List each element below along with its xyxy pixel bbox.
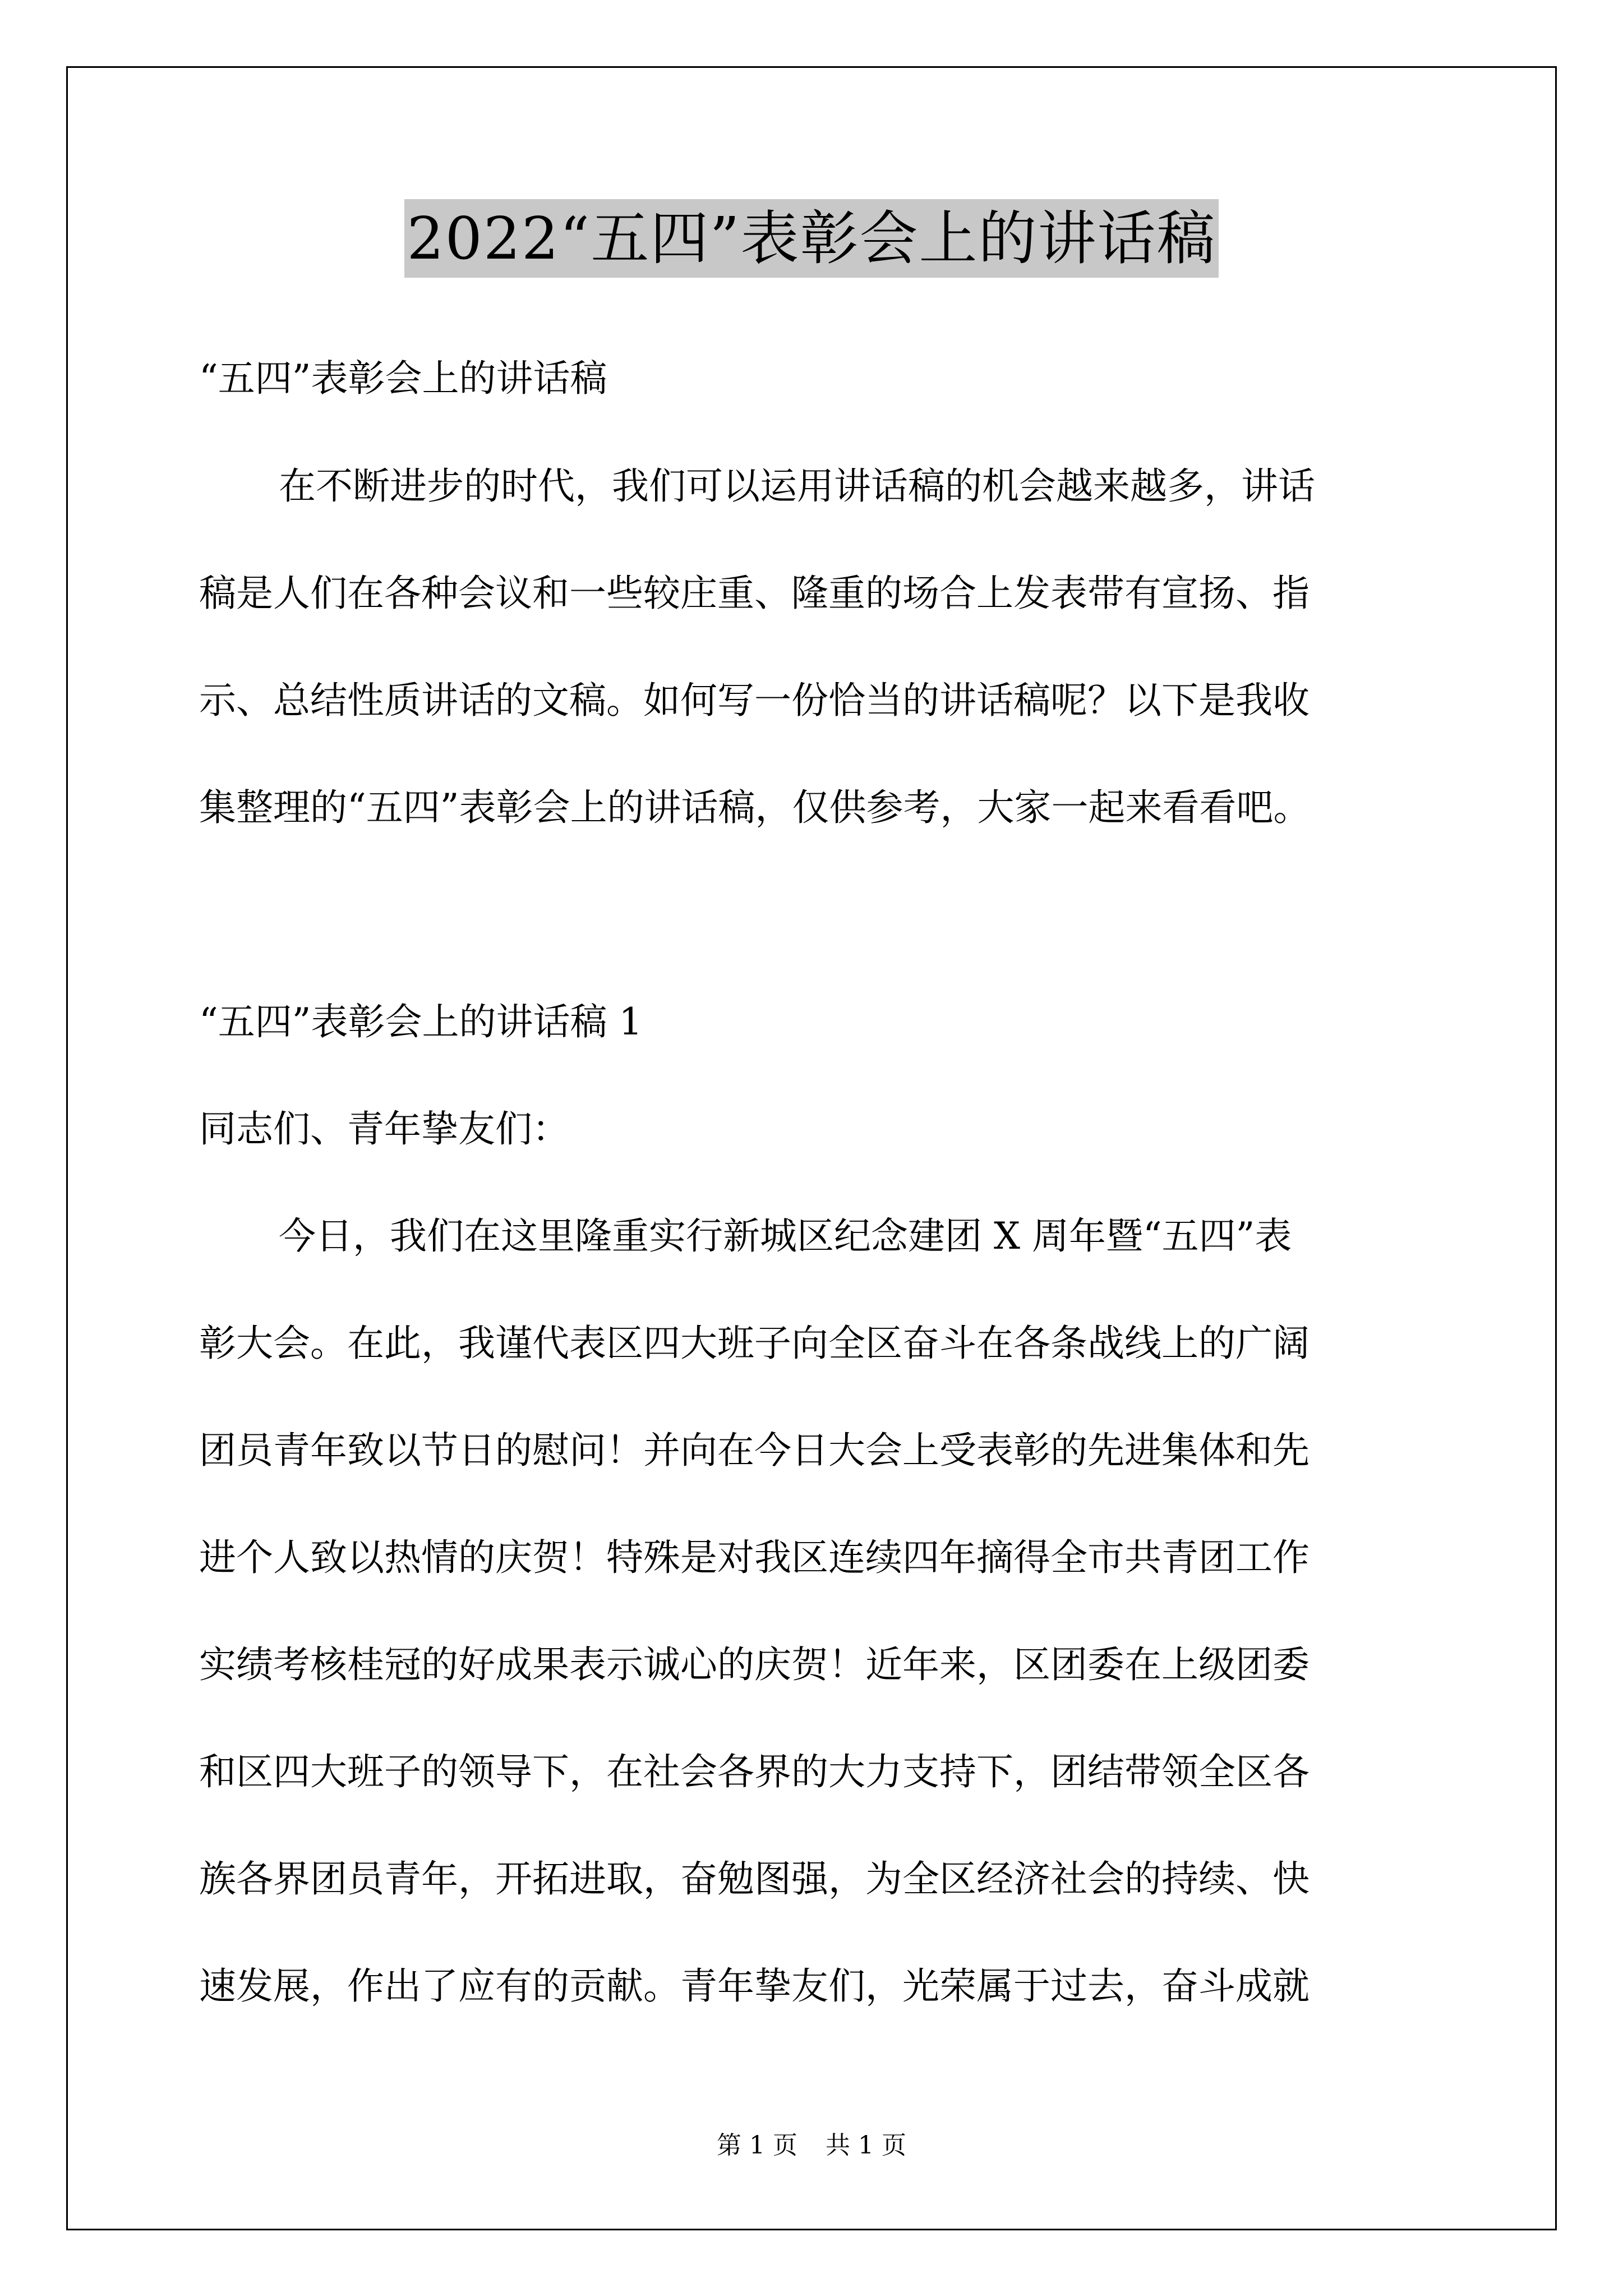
document-subtitle: “五四”表彰会上的讲话稿 bbox=[199, 357, 607, 400]
page-footer bbox=[0, 2129, 1623, 2162]
body-line: 进个人致以热情的庆贺！特殊是对我区连续四年摘得全市共青团工作 bbox=[199, 1536, 1310, 1579]
body-line: 速发展，作出了应有的贡献。青年挚友们，光荣属于过去，奋斗成就 bbox=[199, 1964, 1310, 2008]
body-line: 实绩考核桂冠的好成果表示诚心的庆贺！近年来，区团委在上级团委 bbox=[199, 1643, 1310, 1686]
body-line: 彰大会。在此，我谨代表区四大班子向全区奋斗在各条战线上的广阔 bbox=[199, 1322, 1310, 1365]
title-container bbox=[0, 199, 1623, 278]
intro-line: 稿是人们在各种会议和一些较庄重、隆重的场合上发表带有宣扬、指 bbox=[199, 572, 1310, 615]
section-heading: “五四”表彰会上的讲话稿 1 bbox=[199, 1000, 643, 1043]
intro-line: 在不断进步的时代，我们可以运用讲话稿的机会越来越多，讲话 bbox=[279, 464, 1315, 508]
body-line: 今日，我们在这里隆重实行新城区纪念建团 X 周年暨“五四”表 bbox=[279, 1214, 1292, 1258]
body-line: 族各界团员青年，开拓进取，奋勉图强，为全区经济社会的持续、快 bbox=[199, 1857, 1310, 1901]
body-line: 团员青年致以节日的慰问！并向在今日大会上受表彰的先进集体和先 bbox=[199, 1429, 1310, 1472]
salutation: 同志们、青年挚友们： bbox=[199, 1107, 569, 1151]
page-total: 共 1 页 bbox=[826, 2131, 906, 2160]
page-number: 第 1 页 bbox=[717, 2131, 797, 2160]
body-line: 和区四大班子的领导下，在社会各界的大力支持下，团结带领全区各 bbox=[199, 1750, 1310, 1793]
intro-line: 示、总结性质讲话的文稿。如何写一份恰当的讲话稿呢？以下是我收 bbox=[199, 679, 1310, 722]
intro-line: 集整理的“五四”表彰会上的讲话稿，仅供参考，大家一起来看看吧。 bbox=[199, 786, 1311, 829]
document-title: 2022“五四”表彰会上的讲话稿 bbox=[404, 199, 1218, 278]
